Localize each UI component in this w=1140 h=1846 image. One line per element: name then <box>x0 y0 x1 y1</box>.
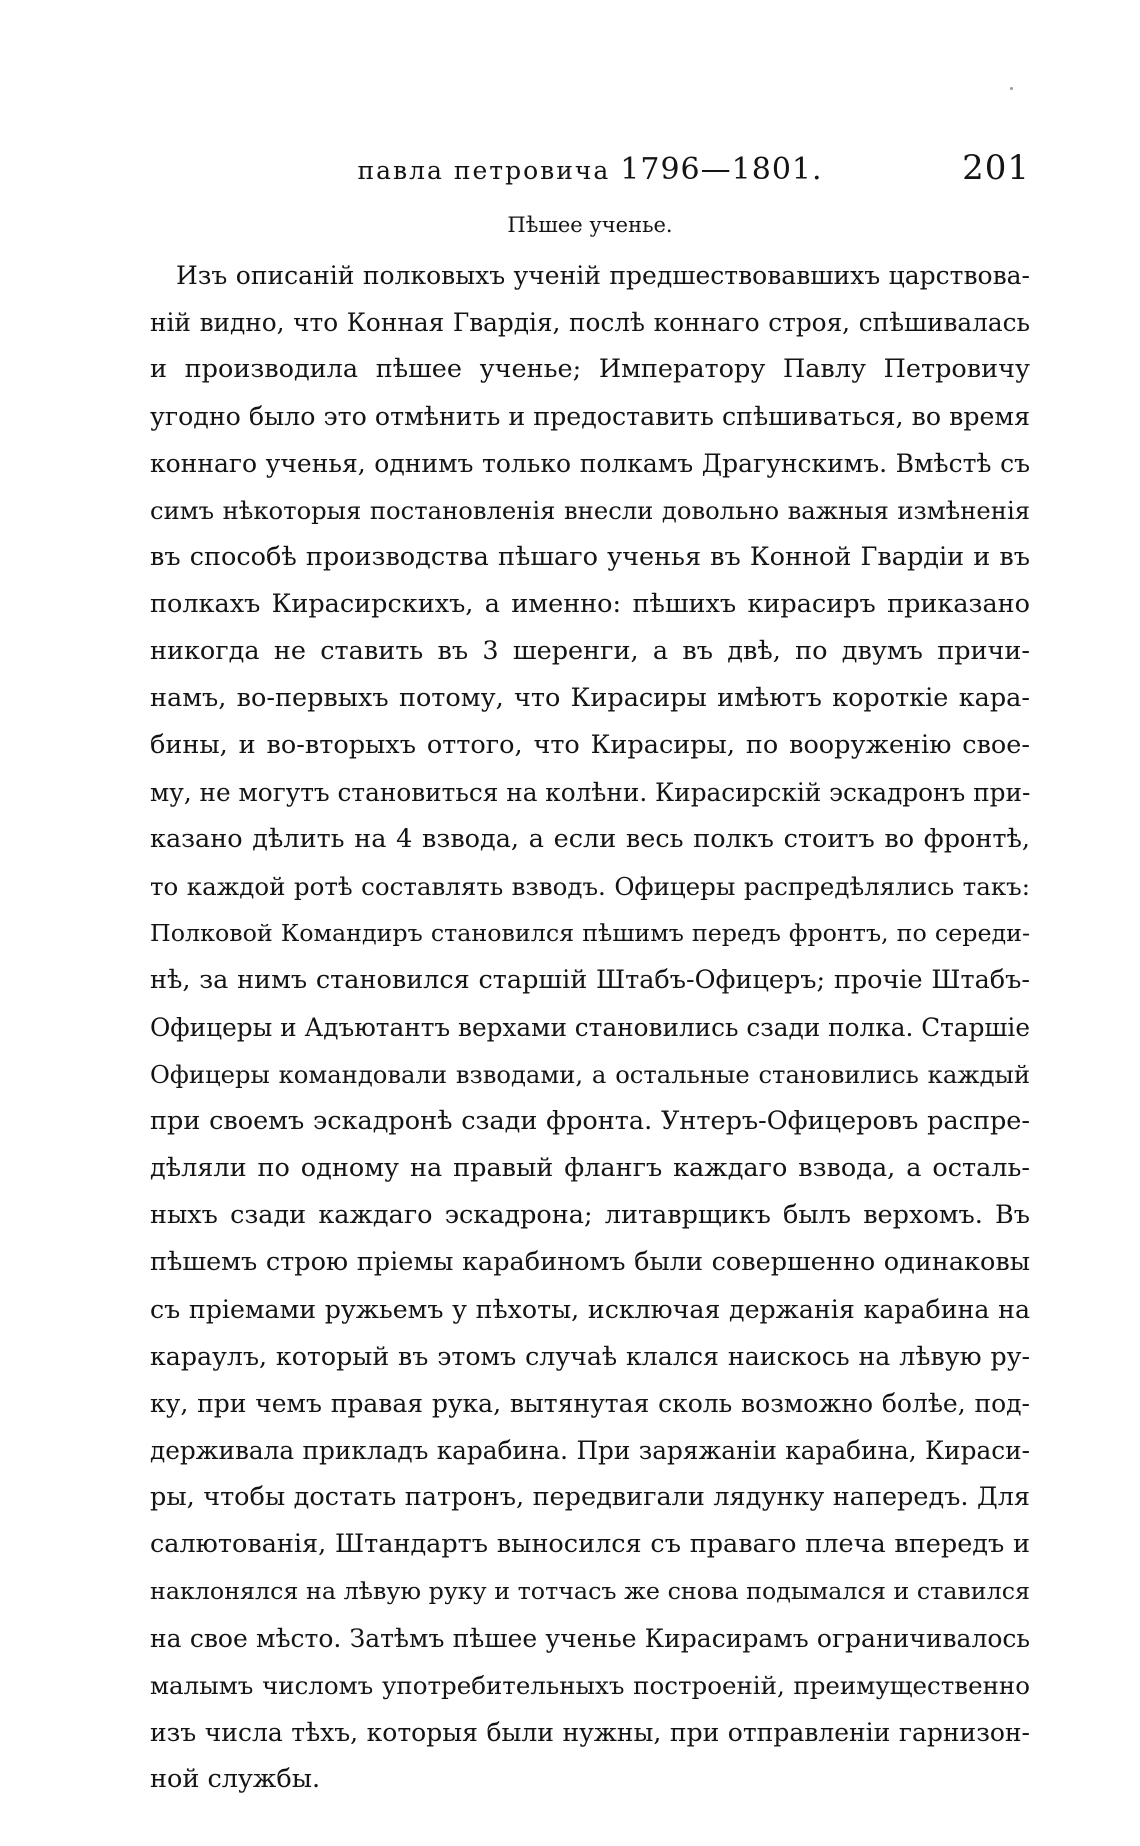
text-line: симъ нѣкоторыя постановленія внесли довольно важныя измѣненія <box>150 496 1030 525</box>
text-line: ку, при чемъ правая рука, вытянутая сколь возможно болѣе, под- <box>150 1389 1030 1418</box>
paper-speck <box>1010 87 1013 90</box>
text-line: при своемъ эскадронѣ сзади фронта. Унтеръ-Офицеровъ распре- <box>150 1106 1030 1136</box>
text-line: Офицеры командовали взводами, а остальные становились каждый <box>150 1060 1030 1089</box>
text-line: въ способѣ производства пѣшаго ученья въ Конной Гвардіи и въ <box>150 542 1030 572</box>
text-line: малымъ числомъ употребительныхъ построеній, преимущественно <box>150 1671 1030 1700</box>
text-line: караулъ, который въ этомъ случаѣ клался наискось на лѣвую ру- <box>150 1342 1030 1371</box>
text-line: ныхъ сзади каждаго эскадрона; литаврщикъ былъ верхомъ. Въ <box>150 1200 1030 1230</box>
text-line: бины, и во-вторыхъ оттого, что Кирасиры, по вооруженію свое- <box>150 730 1030 760</box>
section-title: Пѣшее ученье. <box>507 213 673 237</box>
text-line: казано дѣлить на 4 взвода, а если весь полкъ стоитъ во фронтѣ, <box>150 824 1030 854</box>
text-line: съ пріемами ружьемъ у пѣхоты, исключая держанія карабина на <box>150 1295 1030 1324</box>
text-line: полкахъ Кирасирскихъ, а именно: пѣшихъ кирасиръ приказано <box>150 589 1030 619</box>
text-line: ной службы. <box>150 1764 321 1794</box>
text-line: изъ числа тѣхъ, которыя были нужны, при отправленіи гарнизон- <box>150 1718 1030 1747</box>
text-line: Изъ описаній полковыхъ ученій предшествовавшихъ царствова- <box>176 261 1030 290</box>
text-line: коннаго ученья, однимъ только полкамъ Драгунскимъ. Вмѣстѣ съ <box>150 449 1030 478</box>
text-line: угодно было это отмѣнить и предоставить спѣшиваться, во время <box>150 402 1030 431</box>
running-head <box>150 152 1030 187</box>
text-line: никогда не ставить въ 3 шеренги, а въ двѣ, по двумъ причи- <box>150 636 1030 666</box>
page-number: 201 <box>962 148 1030 188</box>
body-paragraph <box>150 252 1030 1803</box>
page-header <box>150 148 1030 196</box>
text-line: на свое мѣсто. Затѣмъ пѣшее ученье Кирасирамъ ограничивалось <box>150 1624 1030 1653</box>
text-line: салютованія, Штандартъ выносился съ праваго плеча впередъ и <box>150 1529 1030 1559</box>
text-line: пѣшемъ строю пріемы карабиномъ были совершенно одинаковы <box>150 1247 1030 1277</box>
text-line: держивала прикладъ карабина. При заряжаніи карабина, Кираси- <box>150 1436 1030 1465</box>
text-line: дѣляли по одному на правый флангъ каждаго взвода, а осталь- <box>150 1153 1030 1183</box>
running-title: павла петровича <box>357 156 611 185</box>
text-line: нѣ, за нимъ становился старшій Штабъ-Офицеръ; прочіе Штабъ- <box>150 965 1030 995</box>
text-line: намъ, во-первыхъ потому, что Кирасиры имѣютъ короткіе кара- <box>150 683 1030 713</box>
text-line: ній видно, что Конная Гвардія, послѣ коннаго строя, спѣшивалась <box>150 308 1030 337</box>
text-line: и производила пѣшее ученье; Императору Павлу Петровичу <box>150 354 1030 384</box>
text-line: ры, чтобы достать патронъ, передвигали лядунку напередъ. Для <box>150 1482 1030 1512</box>
text-line: то каждой ротѣ составлять взводъ. Офицеры распредѣлялись такъ: <box>150 872 1030 901</box>
text-line: му, не могутъ становиться на колѣни. Кирасирскій эскадронъ при- <box>150 778 1030 807</box>
text-line: Офицеры и Адъютантъ верхами становились сзади полка. Старшіе <box>150 1013 1030 1042</box>
text-line: наклонялся на лѣвую руку и тотчасъ же снова подымался и ставился <box>150 1577 1030 1605</box>
text-line: Полковой Командиръ становился пѣшимъ передъ фронтъ, по середи- <box>150 919 1030 947</box>
running-years: 1796—1801. <box>620 152 823 187</box>
